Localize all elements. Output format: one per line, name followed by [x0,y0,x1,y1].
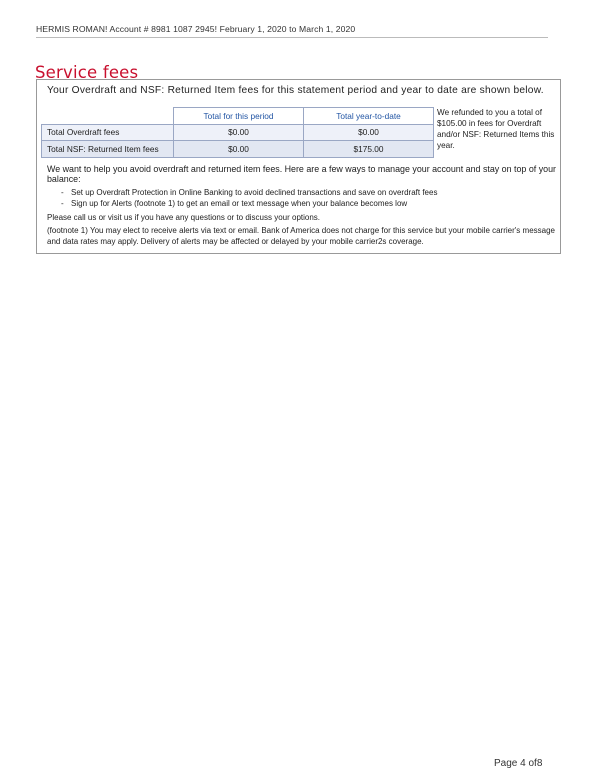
tip-alerts: Sign up for Alerts (footnote 1) to get an email or text message when your balance becomes low [71,199,408,208]
row-label-overdraft: Total Overdraft fees [42,124,174,141]
page-number: Page 4 of8 [494,758,543,769]
statement-header: HERMIS ROMAN! Account # 8981 1087 2945! February 1, 2020 to March 1, 2020 [36,24,548,38]
column-header-ytd: Total year-to-date [304,108,434,125]
nsf-ytd-value: $175.00 [304,141,434,158]
column-header-period: Total for this period [174,108,304,125]
table-row [42,124,434,141]
list-item [61,187,551,198]
table-row [42,141,434,158]
bullet-marker: - [61,188,64,197]
tip-overdraft-protection: Set up Overdraft Protection in Online Banking to avoid declined transactions and save on overdraft fees [71,188,438,197]
overdraft-period-value: $0.00 [174,124,304,141]
help-intro: We want to help you avoid overdraft and returned item fees. Here are a few ways to manage your account and stay on top of your balance: [47,164,556,184]
bullet-marker: - [61,199,64,208]
refund-note: We refunded to you a total of $105.00 in fees for Overdraft and/or NSF: Returned Items this year. [437,108,555,150]
tips-list [61,187,551,209]
table-corner [42,108,174,125]
list-item [61,198,551,209]
table-header-row [42,108,434,125]
fees-headline: Your Overdraft and NSF: Returned Item fees for this statement period and year to date are shown below. [47,85,544,96]
call-us-text: Please call us or visit us if you have any questions or to discuss your options. [47,213,321,222]
footnote: (footnote 1) You may elect to receive alerts via text or email. Bank of America does not charge for this service but your mobile carrier's message and data rates may apply. Delivery of alerts may be affected or delayed by your mobile carrier2s coverage. [47,226,555,246]
overdraft-ytd-value: $0.00 [304,124,434,141]
fees-table [41,107,434,158]
nsf-period-value: $0.00 [174,141,304,158]
row-label-nsf: Total NSF: Returned Item fees [42,141,174,158]
section-title: Service fees [35,63,139,82]
service-fees-box [36,79,561,254]
